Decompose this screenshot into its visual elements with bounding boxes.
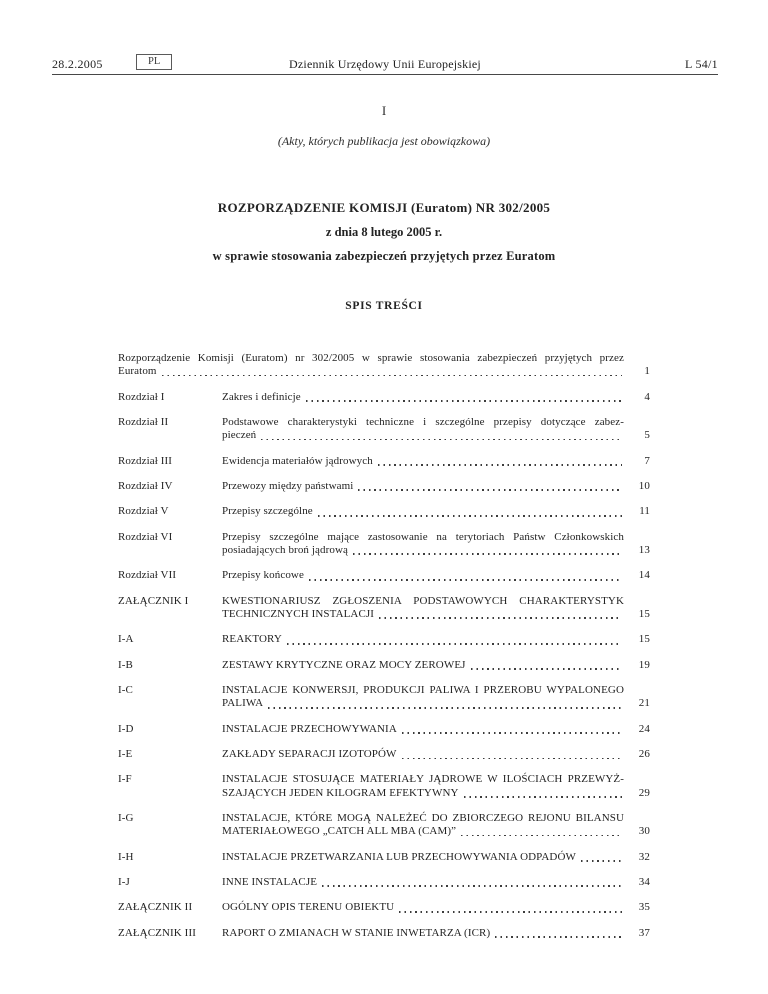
toc-entry-last-line: [222, 723, 650, 736]
toc-entry: [118, 633, 650, 646]
toc-entry-page-number: 7: [644, 454, 650, 467]
toc-entry-lines: [222, 773, 650, 799]
dot-leader: [306, 400, 622, 402]
toc-entry-last-line: [222, 851, 650, 864]
dot-leader: [353, 553, 622, 555]
toc-entry-lines: [222, 723, 650, 736]
toc-entry-label: Rozdział VI: [118, 530, 173, 543]
dot-leader: [402, 758, 622, 760]
toc-entry-lines: [222, 659, 650, 672]
toc-entry-title: Euratom: [118, 365, 157, 378]
toc-entry-label: Rozdział VII: [118, 569, 177, 582]
toc-entry-last-line: [222, 455, 650, 468]
toc-entry-title: OGÓLNY OPIS TERENU OBIEKTU: [222, 901, 395, 914]
toc-entry-last-line: [222, 697, 650, 710]
toc-entry-last-line: [222, 391, 650, 404]
journal-page-reference: L 54/1: [684, 57, 718, 71]
toc-entry-title-line: INSTALACJE, KTÓRE MOGĄ NALEŻEĆ DO ZBIORCZEGO REJONU BILANSU: [222, 812, 624, 825]
toc-entry-title: ZAKŁADY SEPARACJI IZOTOPÓW: [222, 748, 397, 761]
toc-entry: [118, 505, 650, 518]
toc-entry-label: Rozdział IV: [118, 479, 173, 492]
dot-leader: [379, 617, 622, 619]
toc-entry-lines: [222, 812, 650, 838]
toc-entry-last-line: [222, 429, 650, 442]
toc-entry-title: INNE INSTALACJE: [222, 876, 318, 889]
toc-entry-lines: [222, 455, 650, 468]
toc-entry-label: I-F: [118, 773, 132, 786]
toc-entry-last-line: [222, 569, 650, 582]
toc-entry-label: ZAŁĄCZNIK II: [118, 901, 193, 914]
journal-header: [52, 54, 718, 74]
toc-entry-title: ZESTAWY KRYTYCZNE ORAZ MOCY ZEROWEJ: [222, 658, 466, 671]
toc-entry-lines: [222, 595, 650, 621]
toc-entry-last-line: [222, 608, 650, 621]
toc-entry: [118, 455, 650, 468]
journal-title: Dziennik Urzędowy Unii Europejskiej: [289, 57, 481, 71]
toc-entry-label: I-C: [118, 684, 133, 697]
toc-entry-title: Przewozy między państwami: [222, 479, 354, 492]
dot-leader: [309, 579, 622, 581]
toc-entry-page-number: 26: [638, 748, 650, 761]
toc-entry-title-line: INSTALACJE KONWERSJI, PRODUKCJI PALIWA I PRZEROBU WYPALONEGO: [222, 684, 624, 697]
dot-leader: [471, 668, 622, 670]
toc-entry-lines: [222, 480, 650, 493]
toc-entry-label: I-H: [118, 850, 134, 863]
dot-leader: [399, 911, 622, 913]
toc-entry-title: Ewidencja materiałów jądrowych: [222, 454, 373, 467]
regulation-subject-line: w sprawie stosowania zabezpieczeń przyjętych przez Euratom: [212, 249, 556, 263]
toc-entry: [118, 352, 650, 378]
regulation-date-line: z dnia 8 lutego 2005 r.: [325, 225, 443, 239]
toc-entry-lines: [222, 901, 650, 914]
toc-entry-page-number: 14: [638, 569, 650, 582]
toc-entry-page-number: 30: [638, 825, 650, 838]
toc-entry: [118, 927, 650, 940]
toc-entry-lines: [222, 569, 650, 582]
toc-entry-title: INSTALACJE PRZECHOWYWANIA: [222, 722, 397, 735]
toc-entry-title-line: Podstawowe charakterystyki techniczne i szczególne przepisy dotyczące zabez-: [222, 415, 624, 428]
toc-entry-title-line: Rozporządzenie Komisji (Euratom) nr 302/2005 w sprawie stosowania zabezpieczeń przyjętych przez: [118, 352, 624, 364]
toc-entry-last-line: [222, 633, 650, 646]
toc-entry-page-number: 15: [638, 607, 650, 620]
toc-entry-page-number: 11: [639, 505, 650, 518]
toc-entry-lines: [222, 505, 650, 518]
toc-entry-page-number: 37: [638, 926, 650, 939]
toc-entry-page-number: 24: [638, 722, 650, 735]
toc-entry-last-line: [222, 505, 650, 518]
toc-entry: [118, 773, 650, 799]
toc-entry-page-number: 13: [638, 543, 650, 556]
toc-entry-title: INSTALACJE PRZETWARZANIA LUB PRZECHOWYWANIA ODPADÓW: [222, 850, 576, 863]
toc-entry-title: MATERIAŁOWEGO „CATCH ALL MBA (CAM)”: [222, 825, 457, 838]
toc-entry-label: Rozdział III: [118, 454, 173, 467]
toc-entry-last-line: [222, 901, 650, 914]
toc-entry-title: RAPORT O ZMIANACH W STANIE INWETARZA (ICR): [222, 926, 491, 939]
toc-entry-title: SZAJĄCYCH JEDEN KILOGRAM EFEKTYWNY: [222, 786, 459, 799]
toc-entry-last-line: [118, 365, 650, 378]
toc-entry-last-line: [222, 480, 650, 493]
toc-entry: [118, 876, 650, 889]
dot-leader: [402, 732, 622, 734]
dot-leader: [318, 515, 622, 517]
dot-leader: [461, 835, 622, 837]
issue-date: 28.2.2005: [52, 57, 103, 71]
toc-entry-title-line: INSTALACJE STOSUJĄCE MATERIAŁY JĄDROWE W ILOŚCIACH PRZEWYŻ-: [222, 773, 624, 786]
toc-entry-title-line: KWESTIONARIUSZ ZGŁOSZENIA PODSTAWOWYCH CHARAKTERYSTYK: [222, 594, 624, 607]
toc-entry-lines: [222, 927, 650, 940]
toc-entry-title: TECHNICZNYCH INSTALACJI: [222, 607, 375, 620]
toc-entry-page-number: 35: [638, 901, 650, 914]
toc-entry-label: I-J: [118, 876, 130, 889]
toc-entry-title: pieczeń: [222, 429, 257, 442]
toc-entry: [118, 748, 650, 761]
header-divider: [52, 74, 718, 75]
toc-entry-last-line: [222, 787, 650, 800]
toc-entry-label: I-B: [118, 658, 133, 671]
toc-entry-title: Zakres i definicje: [222, 390, 301, 403]
toc-entry-title: REAKTORY: [222, 633, 282, 646]
dot-leader: [495, 936, 622, 938]
toc-entry-label: I-A: [118, 633, 134, 646]
toc-entry-label: I-G: [118, 812, 134, 825]
toc-entry-page-number: 29: [638, 786, 650, 799]
toc-entry-page-number: 5: [644, 429, 650, 442]
toc-entry-last-line: [222, 748, 650, 761]
toc-entry-page-number: 32: [638, 850, 650, 863]
dot-leader: [322, 885, 622, 887]
toc-entry-title: Przepisy szczególne: [222, 505, 313, 518]
toc-entry: [118, 659, 650, 672]
toc-entry-lines: [222, 876, 650, 889]
toc-entry-lines: [118, 352, 650, 378]
toc-entry-lines: [222, 748, 650, 761]
toc-entry-lines: [222, 851, 650, 864]
toc-entry-page-number: 1: [644, 365, 650, 378]
toc-entry: [118, 851, 650, 864]
toc-entry-page-number: 4: [644, 390, 650, 403]
toc-entry-title: Przepisy końcowe: [222, 569, 304, 582]
regulation-title-block: [0, 200, 768, 264]
toc-entry-label: I-E: [118, 748, 133, 761]
toc-entry-label: I-D: [118, 722, 134, 735]
toc-entry: [118, 531, 650, 557]
dot-leader: [268, 707, 622, 709]
toc-entry-last-line: [222, 544, 650, 557]
toc-entry-title-line: Przepisy szczególne mające zastosowanie na terytoriach Państw Członkowskich: [222, 530, 624, 543]
toc-entry-lines: [222, 391, 650, 404]
toc-entry: [118, 480, 650, 493]
table-of-contents: [118, 352, 650, 952]
toc-entry: [118, 569, 650, 582]
regulation-title: ROZPORZĄDZENIE KOMISJI (Euratom) NR 302/2005: [217, 200, 551, 215]
toc-entry-last-line: [222, 659, 650, 672]
toc-entry-last-line: [222, 825, 650, 838]
dot-leader: [358, 489, 622, 491]
toc-entry: [118, 684, 650, 710]
toc-entry: [118, 416, 650, 442]
toc-entry-lines: [222, 633, 650, 646]
toc-entry-page-number: 21: [638, 697, 650, 710]
acts-publication-note: (Akty, których publikacja jest obowiązkowa): [277, 134, 491, 148]
toc-entry: [118, 901, 650, 914]
toc-heading: SPIS TREŚCI: [345, 300, 423, 312]
toc-entry-label: Rozdział II: [118, 415, 169, 428]
toc-entry-label: Rozdział I: [118, 390, 165, 403]
dot-leader: [581, 860, 622, 862]
toc-entry-page-number: 15: [638, 633, 650, 646]
toc-entry: [118, 595, 650, 621]
toc-entry-lines: [222, 684, 650, 710]
toc-entry-page-number: 34: [638, 876, 650, 889]
toc-entry-page-number: 19: [638, 658, 650, 671]
dot-leader: [378, 464, 622, 466]
toc-entry-last-line: [222, 927, 650, 940]
dot-leader: [162, 375, 622, 377]
dot-leader: [464, 796, 622, 798]
dot-leader: [287, 643, 622, 645]
toc-entry-lines: [222, 416, 650, 442]
toc-entry-last-line: [222, 876, 650, 889]
toc-entry-label: ZAŁĄCZNIK III: [118, 926, 196, 939]
toc-entry-page-number: 10: [638, 479, 650, 492]
toc-entry-lines: [222, 531, 650, 557]
toc-entry-title: posiadających broń jądrową: [222, 543, 348, 556]
language-code-box: PL: [136, 54, 172, 70]
toc-entry: [118, 391, 650, 404]
toc-entry-label: Rozdział V: [118, 505, 169, 518]
toc-entry: [118, 723, 650, 736]
toc-entry-title: PALIWA: [222, 697, 264, 710]
section-numeral: I: [381, 103, 387, 118]
toc-entry-label: ZAŁĄCZNIK I: [118, 594, 189, 607]
dot-leader: [261, 439, 622, 441]
toc-entry: [118, 812, 650, 838]
